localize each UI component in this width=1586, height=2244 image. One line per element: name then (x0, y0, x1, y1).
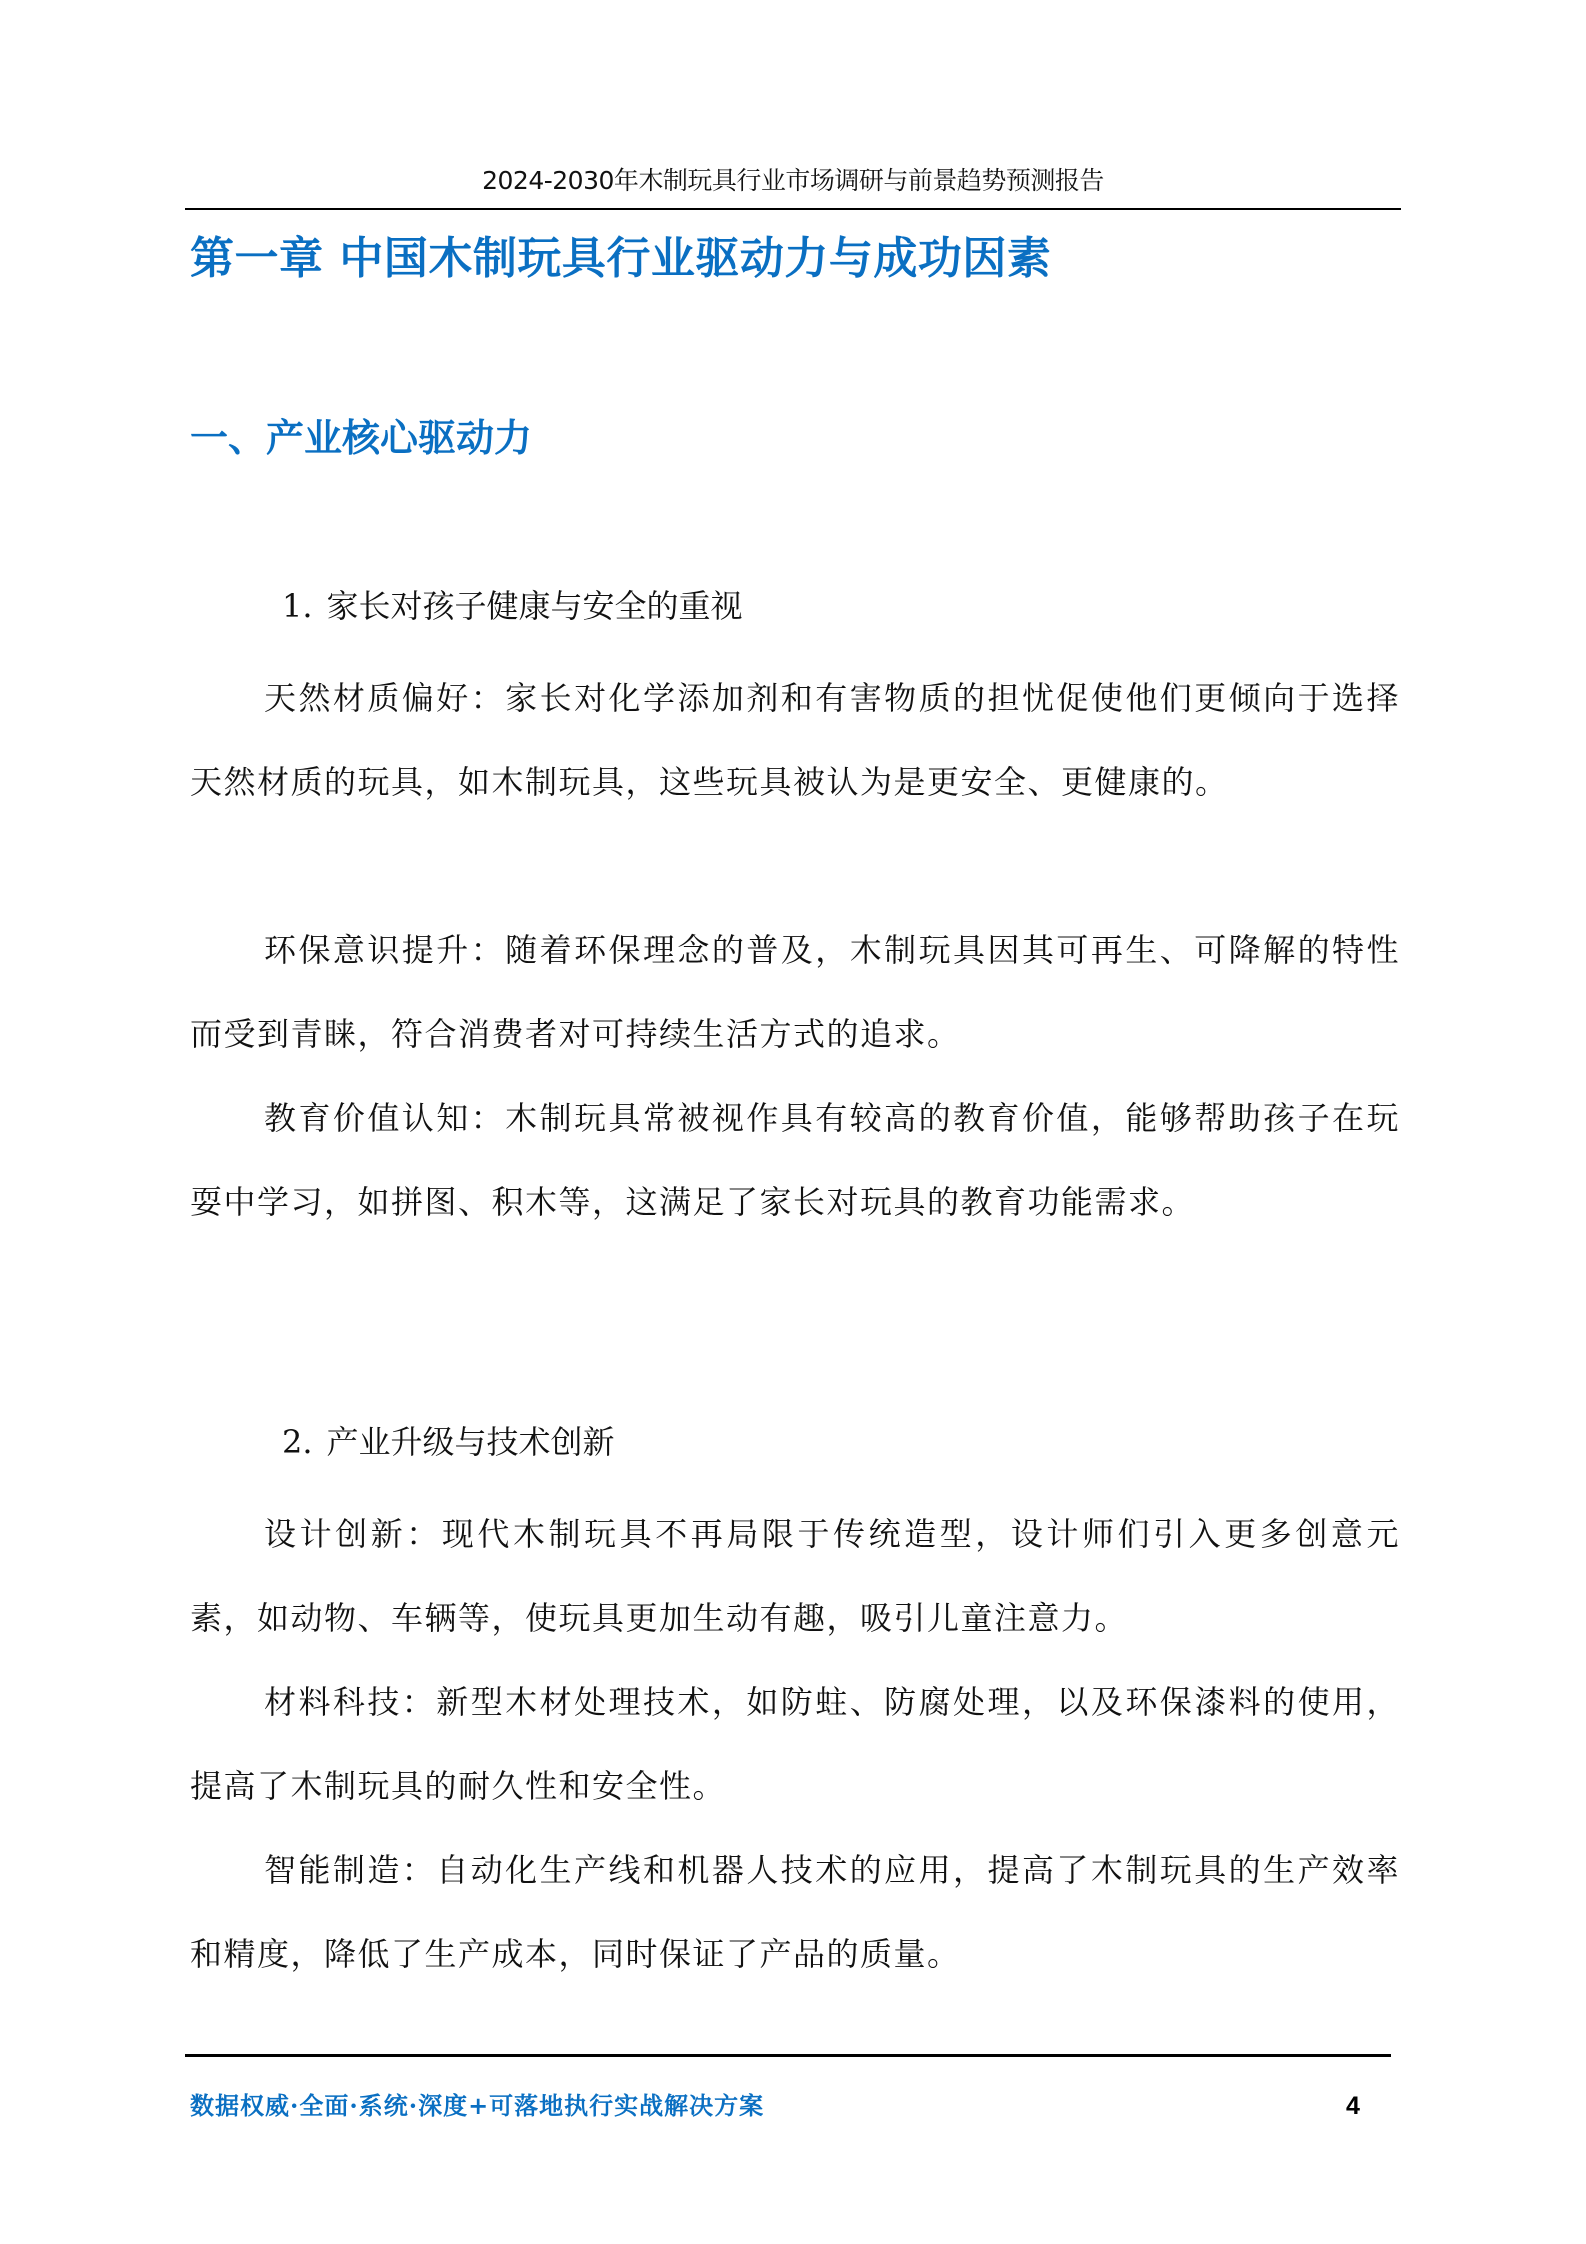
subsection-heading-2 (282, 1420, 615, 1464)
footer-divider (185, 2054, 1391, 2057)
page-number: 4 (1346, 2092, 1360, 2120)
paragraph-natural-material: 天然材质偏好：家长对化学添加剂和有害物质的担忧促使他们更倾向于选择天然材质的玩具，如木制玩具，这些玩具被认为是更安全、更健康的。 (190, 679, 1400, 801)
paragraph-eco-awareness: 环保意识提升：随着环保理念的普及，木制玩具因其可再生、可降解的特性而受到青睐，符合消费者对可持续生活方式的追求。 (190, 931, 1400, 1053)
subsection-number: 2. (282, 1423, 313, 1461)
subsection-heading-1 (282, 584, 743, 628)
subsection-title: 家长对孩子健康与安全的重视 (326, 587, 743, 625)
running-header: 2024-2030年木制玩具行业市场调研与前景趋势预测报告 (482, 166, 1104, 195)
paragraph-smart-manufacturing: 智能制造：自动化生产线和机器人技术的应用，提高了木制玩具的生产效率和精度，降低了生产成本，同时保证了产品的质量。 (190, 1851, 1400, 1973)
paragraph-education-value: 教育价值认知：木制玩具常被视作具有较高的教育价值，能够帮助孩子在玩耍中学习，如拼图、积木等，这满足了家长对玩具的教育功能需求。 (190, 1099, 1400, 1221)
subsection-number: 1. (282, 587, 313, 625)
chapter-title: 第一章 中国木制玩具行业驱动力与成功因素 (190, 233, 1052, 284)
section-title: 一、产业核心驱动力 (190, 416, 533, 460)
paragraph-material-tech: 材料科技：新型木材处理技术，如防蛀、防腐处理，以及环保漆料的使用，提高了木制玩具的耐久性和安全性。 (190, 1683, 1400, 1805)
paragraph-design-innovation: 设计创新：现代木制玩具不再局限于传统造型，设计师们引入更多创意元素，如动物、车辆等，使玩具更加生动有趣，吸引儿童注意力。 (190, 1515, 1400, 1637)
subsection-title: 产业升级与技术创新 (326, 1423, 615, 1461)
header-divider (185, 208, 1401, 210)
footer-slogan: 数据权威·全面·系统·深度+可落地执行实战解决方案 (190, 2091, 765, 2120)
